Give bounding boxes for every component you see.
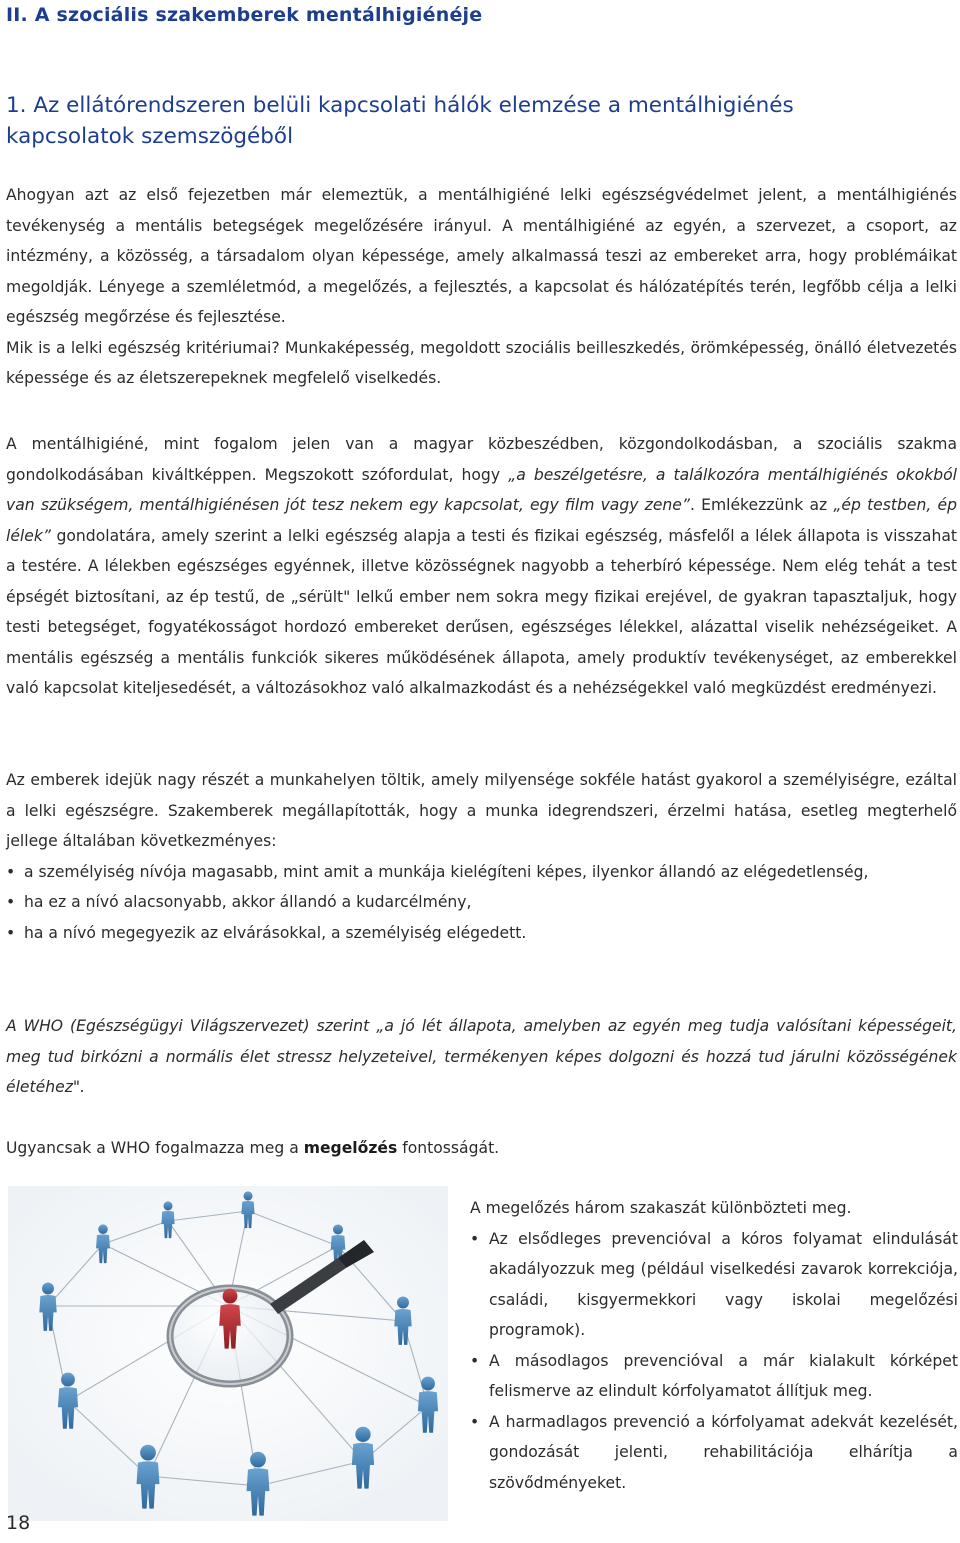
paragraph-public-discourse [6,429,957,704]
paragraph-text: Az emberek idejük nagy részét a munkahelyen töltik, amely milyensége sokféle hatást gyakorol a személyiségre, ezáltal a lelki egészségre. Szakemberek megállapították, hogy a munka idegrendszeri, érzelmi hatása, esetleg megterhelő jellege általában következményes: [6,771,957,850]
paragraph-text: . Emlékezzünk az [689,496,834,514]
list-item: • A másodlagos prevencióval a már kialakult kórképet felismerve az elindult kórfolyamatot állítjuk meg. [470,1346,958,1407]
list-item: • a személyiség nívója magasabb, mint amit a munkája kielégíteni képes, ilyenkor állandó az elégedetlenség, [6,857,957,888]
paragraph-workplace [6,765,957,948]
chapter-title [6,4,482,26]
list-item: • A harmadlagos prevenció a kórfolyamat adekvát kezelését, gondozását jelenti, rehabilitációja elhárítja a szövődményeket. [470,1407,958,1499]
prevention-intro: A megelőzés három szakaszát különbözteti meg. [470,1199,852,1217]
paragraph-text: Ahogyan azt az első fejezetben már elemeztük, a mentálhigiéné lelki egészségvédelmet jelent, a mentálhigiénés tevékenység a mentális betegségek megelőzésére irányul. A mentálhigiéné az egyén, a szervezet, a csoport, az intézmény, a közösség, a társadalom olyan képessége, amely alkalmassá teszi az embereket arra, hogy problémáikat megoldják. Lényege a szemléletmód, a megelőzés, a fejlesztés, a kapcsolat és hálózatépítés terén, legfőbb célja a lelki egészség megőrzése és fejlesztése. [6,186,957,326]
bullet-list [6,857,957,949]
quote-italic: A WHO (Egészségügyi Világszervezet) szerint „a jó lét állapota, amelyben az egyén meg tudja valósítani képességeit, meg tud birkózni a normális élet stressz helyzeteivel, termékenyen képes dolgozni és hozzá tud járulni közösségének életéhez". [6,1017,957,1096]
network-magnifier-illustration [8,1186,448,1521]
paragraph-text: gondolatára, amely szerint a lelki egészség alapja a testi és fizikai egészség, másfelől a lélek állapota is visszahat a testére. A lélekben egészséges egyénnek, illetve közösségnek nagyobb a teherbíró képessége. Nem elég tehát a test épségét biztosítani, az ép testű, de „sérült" lelkű ember nem sokra megy fizikai erejével, de gyakran tapasztaljuk, hogy testi betegséget, fogyatékosságot hordozó embereket derűsen, egészséges lélekkel, alázattal viselik nehézségeiket. A mentális egészség a mentális funkciók sikeres működésének állapota, amely produktív tevékenységet, az emberekkel való kapcsolat kiteljesedését, a változásokhoz való alkalmazkodást és a nehézségekkel való megküzdést eredményezi. [6,526,957,697]
list-item: • Az elsődleges prevencióval a kóros folyamat elindulását akadályozzuk meg (például viselkedési zavarok korrekciója, családi, kisgyermekkori vagy iskolai megelőzési programok). [470,1224,958,1346]
prevention-list [470,1224,958,1499]
paragraph-text: Mik is a lelki egészség kritériumai? Munkaképesség, megoldott szociális beilleszkedés, örömképesség, önálló életvezetés képessége és az életszerepeknek megfelelő viselkedés. [6,338,957,387]
chapter-title-text: II. A szociális szakemberek mentálhigiénéje [6,4,483,26]
paragraph-who-definition [6,1011,957,1103]
emphasis-text: megelőzés [303,1139,398,1157]
paragraph-text: fontosságát. [397,1139,500,1157]
quote-italic: „a beszélgetésre, a találkozóra mentálhigiénés okokból van szükségem, mentálhigiénésen jót tesz nekem egy kapcsolat, egy film vagy zene” [6,465,957,514]
network-people-magnifier-icon [8,1186,448,1521]
list-item: • ha a nívó megegyezik az elvárásokkal, a személyiség elégedett. [6,918,957,949]
section-title-text: 1. Az ellátórendszeren belüli kapcsolati hálók elemzése a mentálhigiénés kapcsolatok szemszögéből [6,93,794,149]
paragraph-mental-hygiene-definition [6,180,957,394]
list-item: • ha ez a nívó alacsonyabb, akkor állandó a kudarcélmény, [6,887,957,918]
paragraph-text: A mentálhigiéné, mint fogalom jelen van a magyar közbeszédben, közgondolkodásban, a szociális szakma gondolkodásában kiváltképpen. Megszokott szófordulat, hogy [6,435,957,484]
paragraph-prevention-intro [6,1133,957,1164]
prevention-stages [470,1193,958,1498]
section-title [6,90,906,152]
quote-italic: „ép testben, ép lélek” [6,496,957,545]
page-number: 18 [6,1512,31,1534]
paragraph-text: Ugyancsak a WHO fogalmazza meg a [6,1139,304,1157]
